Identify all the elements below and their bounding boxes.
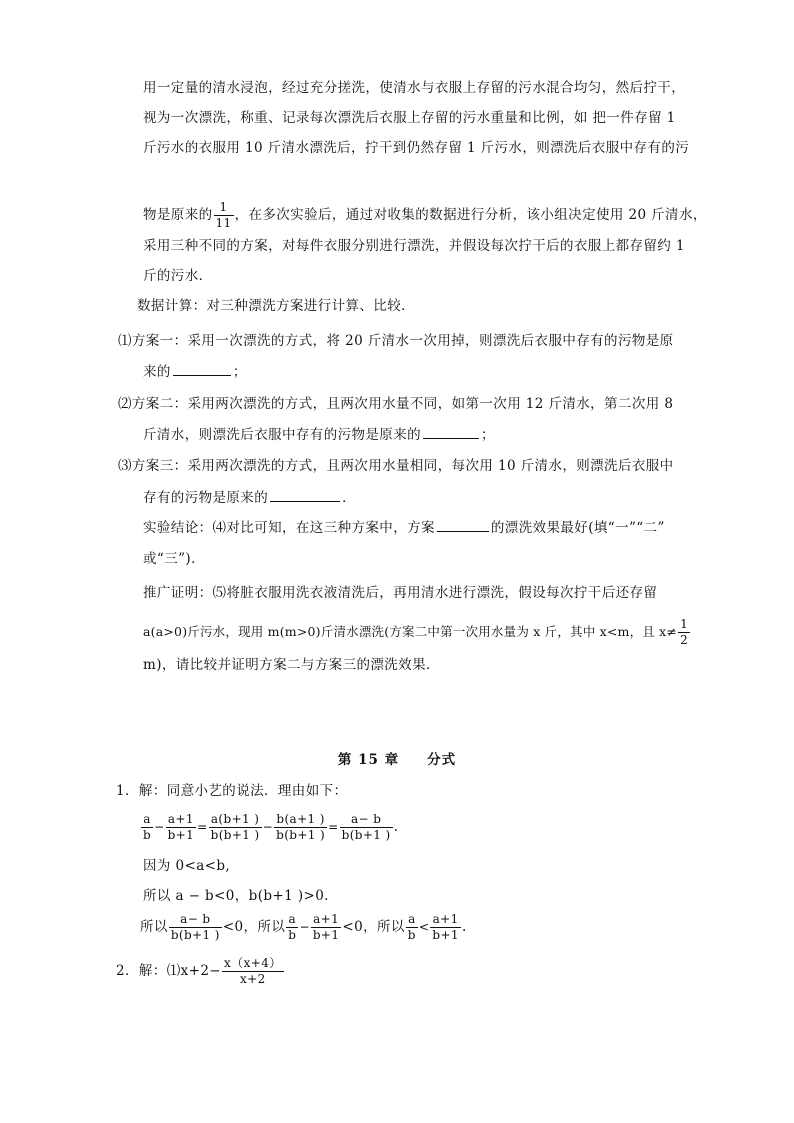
solution-2-text: 2．解：⑴x+2−: [116, 963, 222, 979]
fraction-numerator: a: [406, 912, 418, 928]
question-3-end: ．: [342, 490, 357, 506]
fraction-denominator: b: [143, 828, 152, 842]
equation-end: .: [393, 819, 399, 835]
minus-sign: −: [262, 820, 274, 834]
question-3-text: 存有的污物是原来的: [143, 490, 269, 506]
solution-1-therefore-2: [140, 912, 467, 952]
problem-line-6: 斤的污水．: [143, 268, 213, 284]
fraction-numerator: a− b: [340, 812, 393, 828]
fraction-numerator: b(a+1 ): [274, 812, 327, 828]
fraction-a1-over-b1: [430, 912, 461, 943]
fraction-denominator: 11: [215, 216, 232, 230]
problem-line-1: 用一定量的清水浸泡，经过充分搓洗，使清水与衣服上存留的污水混合均匀，然后拧干，: [143, 80, 686, 96]
answer-blank-4[interactable]: [437, 517, 489, 532]
fraction-denominator: b(b+1 ): [276, 828, 326, 842]
fraction-numerator: 1: [680, 617, 688, 631]
proof-line-3: m)，请比较并证明方案二与方案三的漂洗效果．: [143, 657, 440, 673]
fraction-a1-over-b1: [311, 912, 342, 943]
fraction-denominator: b+1: [432, 928, 459, 942]
fraction-numerator: a+1: [166, 812, 197, 828]
chapter-title: [0, 748, 794, 768]
minus-sign: −: [154, 820, 165, 834]
fraction-solution-2: [222, 956, 284, 987]
solution-2-heading: [116, 956, 285, 996]
fraction-numerator: a+1: [430, 912, 461, 928]
question-2-text: 斤清水，则漂洗后衣服中存有的污物是原来的: [143, 427, 421, 443]
chapter-number: 第 15 章: [337, 752, 400, 768]
fraction-numerator: a: [286, 912, 298, 928]
fraction-denominator: b: [288, 928, 297, 942]
equals-sign: =: [197, 820, 208, 834]
solution-1-heading: 1．解：同意小艺的说法．理由如下：: [116, 783, 348, 799]
fraction-a1-over-b1: [166, 812, 197, 843]
question-2-line-1: ⑵方案二：采用两次漂洗的方式，且两次用水量不同，如第一次用 12 斤清水，第二次用 8: [118, 396, 674, 412]
fraction-numerator: a+1: [311, 912, 342, 928]
fraction-denominator: b+1: [167, 828, 195, 842]
question-2-end: ；: [481, 427, 495, 443]
problem-line-2: 视为一次漂洗，称重、记录每次漂洗后衣服上存留的污水重量和比例，如 把一件存留 1: [143, 110, 676, 126]
therefore-text: 所以: [140, 919, 168, 935]
problem-line-5: 采用三种不同的方案，对每件衣服分别进行漂洗，并假设每次拧干后的衣服上都存留约 1: [143, 238, 685, 254]
conclusion-line-1: [143, 517, 665, 538]
proof-line-2-text: a(a>0)斤污水，现用 m(m>0)斤清水漂洗(方案二中第一次用水量为 x 斤，其中 x<m，且 x≠: [143, 624, 678, 639]
conclusion-text-start: 实验结论：⑷对比可知，在这三种方案中，方案: [143, 520, 435, 536]
solution-1-therefore-1: 所以 a − b<0，b(b+1 )>0.: [143, 888, 329, 904]
answer-blank-2[interactable]: [423, 424, 479, 439]
fraction-denominator: 2: [680, 633, 688, 647]
therefore-text: <0，所以: [342, 919, 405, 935]
problem-line-4-start: 物是原来的: [143, 207, 213, 223]
chapter-name: 分式: [427, 752, 457, 768]
question-1-end: ；: [232, 364, 247, 380]
fraction-expanded-2: [274, 812, 327, 843]
problem-line-4-end: ，在多次实验后，通过对收集的数据进行分析，该小组决定使用 20 斤清水，: [234, 207, 707, 223]
fraction-a-over-b: [406, 912, 418, 943]
fraction-result: [340, 812, 393, 843]
fraction-numerator: a: [141, 812, 153, 828]
fraction-denominator: b(b+1 ): [341, 828, 391, 842]
problem-line-4: [143, 200, 707, 231]
less-than-sign: <: [418, 920, 430, 934]
therefore-text: <0，所以: [222, 919, 286, 935]
fraction-denominator: b(b+1 ): [170, 928, 220, 942]
conclusion-line-2: 或“三”)．: [143, 551, 205, 567]
fraction-numerator: 1: [214, 200, 234, 216]
solution-1-equation: [140, 812, 398, 852]
question-1-line-1: ⑴方案一：采用一次漂洗的方式，将 20 斤清水一次用掉，则漂洗后衣服中存有的污物是原: [118, 333, 674, 349]
equation-end: .: [461, 919, 467, 935]
fraction-one-eleventh: [214, 200, 234, 231]
fraction-result: [169, 912, 222, 943]
question-3-line-1: ⑶方案三：采用两次漂洗的方式，且两次用水量相同，每次用 10 斤清水，则漂洗后衣服中: [118, 458, 674, 474]
fraction-denominator: b+1: [312, 928, 340, 942]
fraction-expanded-1: [209, 812, 262, 843]
fraction-a-over-b: [286, 912, 298, 943]
fraction-a-over-b: [141, 812, 153, 843]
data-calculation-heading: 数据计算：对三种漂洗方案进行计算、比较．: [137, 298, 415, 314]
fraction-denominator: b: [407, 928, 416, 942]
question-3-line-2: [143, 487, 356, 508]
question-1-text: 来的: [143, 364, 171, 380]
fraction-numerator: x（x+4）: [224, 956, 282, 970]
question-2-line-2: [143, 424, 495, 445]
proof-line-1: 推广证明：⑸将脏衣服用洗衣液清洗后，再用清水进行漂洗，假设每次拧干后还存留: [143, 585, 658, 601]
answer-blank-1[interactable]: [173, 361, 231, 376]
question-1-line-2: [143, 361, 247, 382]
equals-sign: =: [328, 820, 339, 834]
conclusion-text-end: 的漂洗效果最好(填“一”“二”: [490, 520, 665, 536]
minus-sign: −: [299, 920, 310, 934]
problem-line-3: 斤污水的衣服用 10 斤清水漂洗后，拧干到仍然存留 1 斤污水，则漂洗后衣服中存有的污: [143, 140, 690, 156]
fraction-numerator: a(b+1 ): [209, 812, 262, 828]
proof-line-2: [143, 617, 691, 648]
fraction-one-half: [678, 617, 690, 648]
fraction-numerator: a− b: [169, 912, 222, 928]
solution-1-because: 因为 0<a<b,: [143, 858, 231, 874]
answer-blank-3[interactable]: [270, 487, 340, 502]
fraction-denominator: b(b+1 ): [210, 828, 260, 842]
fraction-denominator: x+2: [239, 972, 266, 986]
